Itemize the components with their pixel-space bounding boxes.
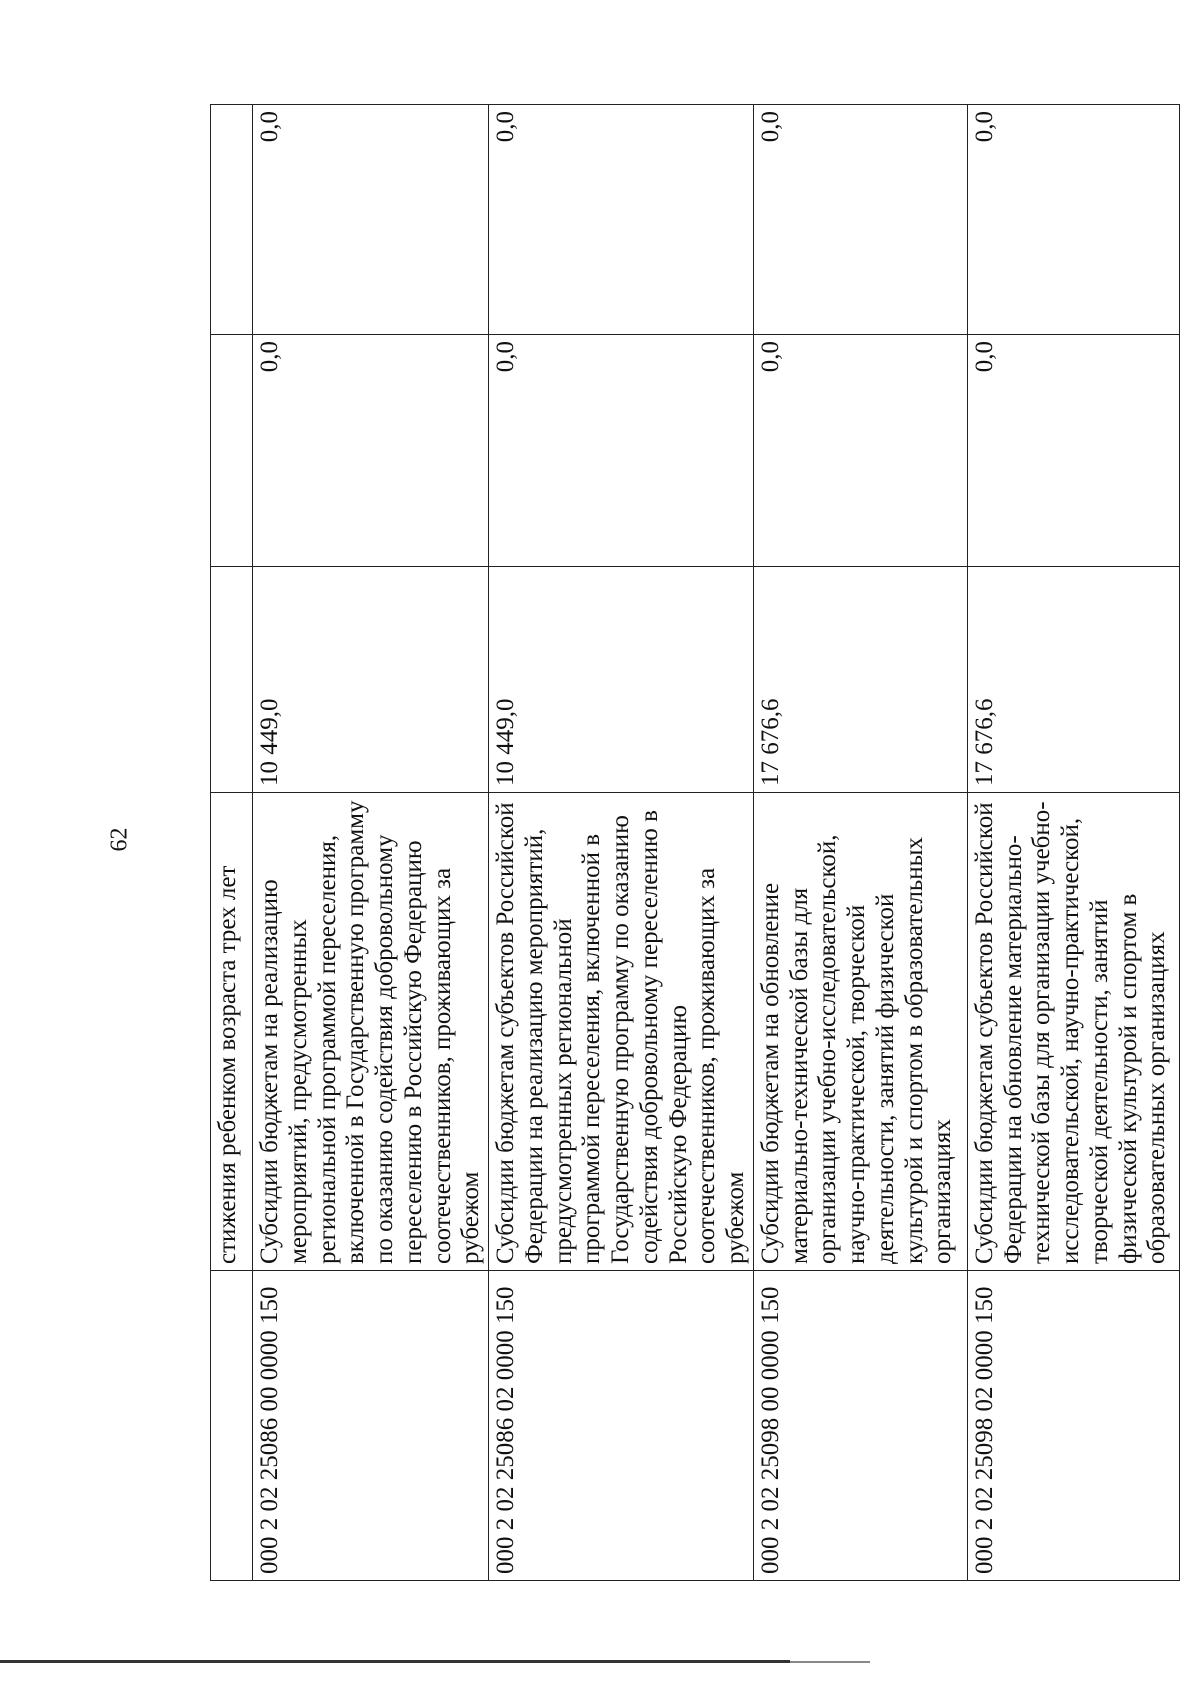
cell-value-2: 0,0 [753,335,967,567]
cell-value-2 [211,335,253,567]
cell-code: 000 2 02 25098 00 0000 150 [753,1271,967,1581]
cell-value-3: 0,0 [489,105,754,335]
cell-value-3: 0,0 [253,105,489,335]
cell-code: 000 2 02 25086 02 0000 150 [489,1271,754,1581]
table-row [489,105,754,1581]
table-row [253,105,489,1581]
table-row [967,105,1179,1581]
rotated-table-area [210,105,1171,1581]
cell-value-1 [211,567,253,793]
cell-name: Субсидии бюджетам на реализацию мероприятий, предусмотренных региональной программой переселения, включенной в Государственную программу по оказанию содействия добровольному переселению в Российскую Федерацию соотечественников, проживающих за рубежом [253,793,489,1271]
cell-value-3: 0,0 [967,105,1179,335]
table-row [753,105,967,1581]
cell-value-1: 10 449,0 [489,567,754,793]
cell-value-2: 0,0 [253,335,489,567]
cell-value-2: 0,0 [489,335,754,567]
cell-code: 000 2 02 25098 02 0000 150 [967,1271,1179,1581]
cell-name: Субсидии бюджетам субъектов Российской Федерации на обновление материально-технической базы для организации учебно-исследовательской, научно-практической, творческой деятельности, занятий физической культурой и спортом в образовательных организациях [967,793,1179,1271]
cell-value-3 [211,105,253,335]
table-wrapper [210,105,1171,1581]
cell-value-3: 0,0 [753,105,967,335]
cell-value-1: 10 449,0 [253,567,489,793]
cell-name: Субсидии бюджетам на обновление материально-технической базы для организации учебно-исследовательской, научно-практической, творческой деятельности, занятий физической культурой и спортом в образовательных организациях [753,793,967,1271]
cell-code: 000 2 02 25086 00 0000 150 [253,1271,489,1581]
cell-code [211,1271,253,1581]
cell-value-1: 17 676,6 [753,567,967,793]
scan-edge-line-faint [790,1661,870,1663]
cell-value-1: 17 676,6 [967,567,1179,793]
cell-name: Субсидии бюджетам субъектов Российской Федерации на реализацию мероприятий, предусмотренных региональной программой переселения, включенной в Государственную программу по оказанию содействия добровольному переселению в Российскую Федерацию соотечественников, проживающих за рубежом [489,793,754,1271]
cell-name: стижения ребенком возраста трех лет [211,793,253,1271]
page-number: 62 [106,827,133,852]
table-row-top [211,105,253,1581]
budget-table [210,104,1180,1581]
cell-value-2: 0,0 [967,335,1179,567]
scan-edge-line [0,1660,790,1663]
